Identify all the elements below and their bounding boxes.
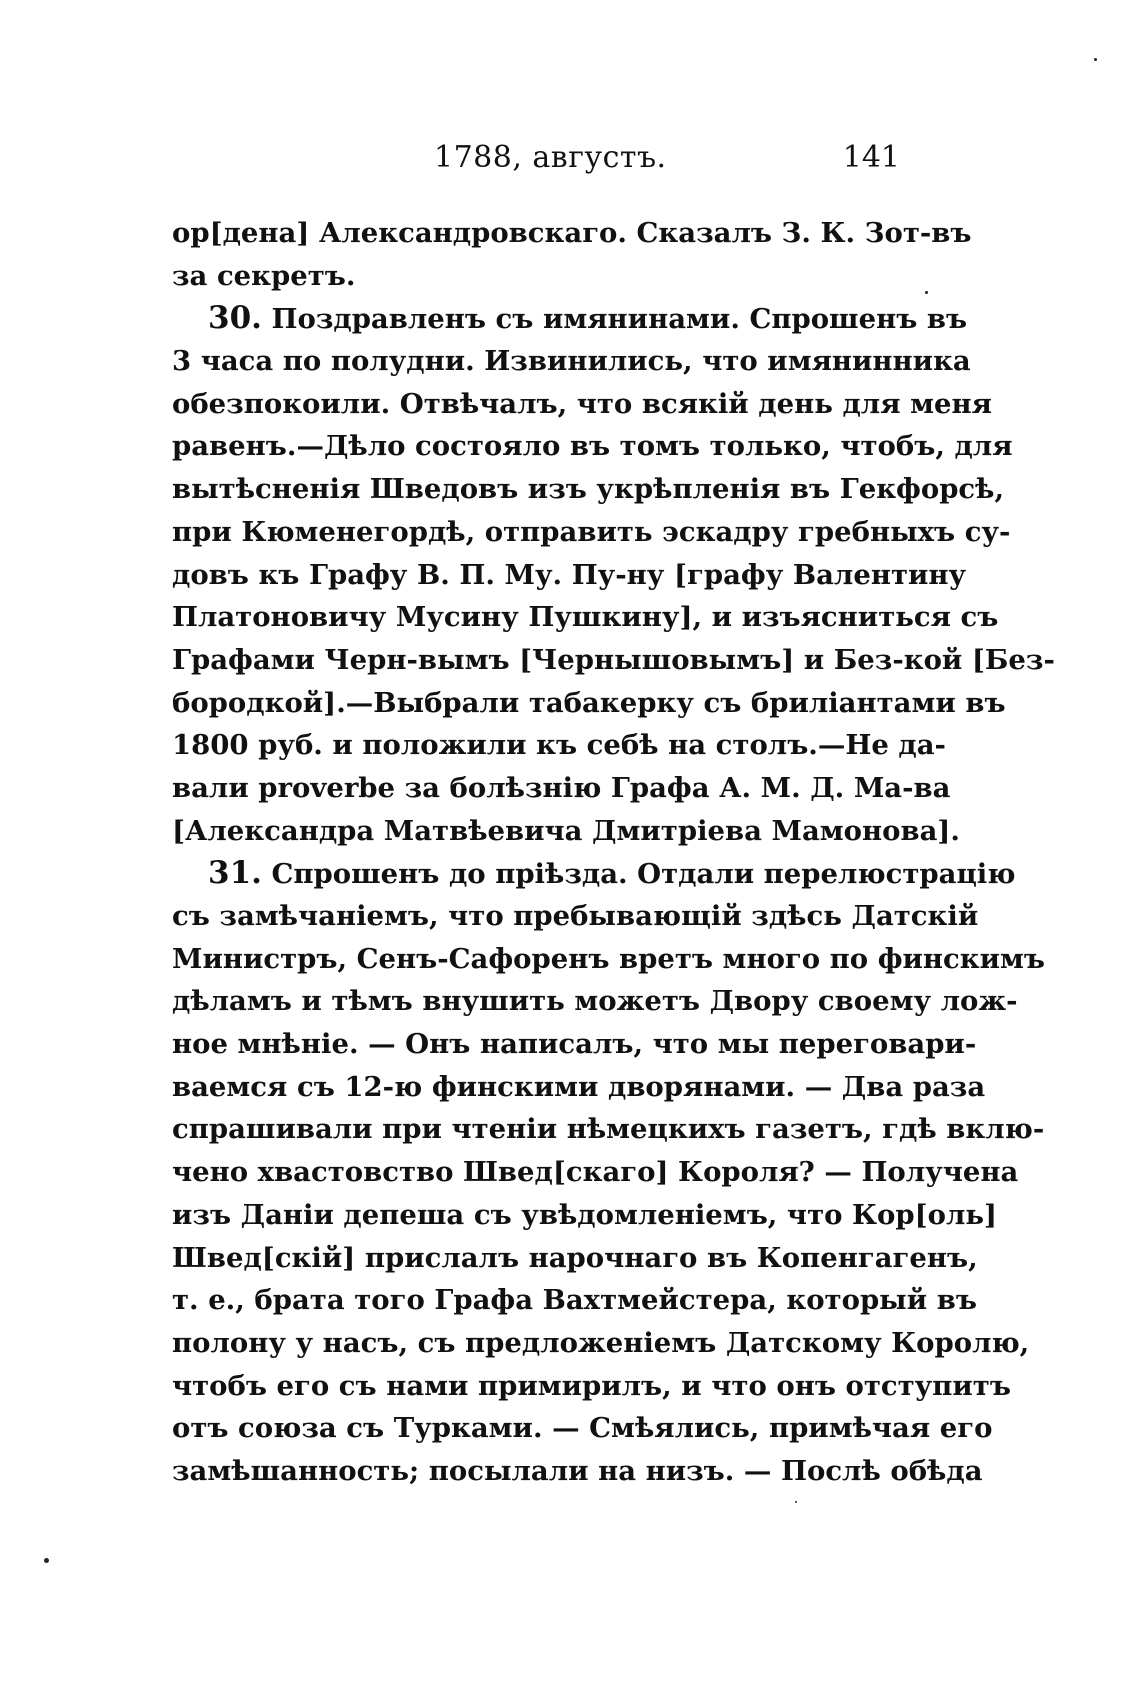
entry-first-line-text: Поздравленъ съ имянинами. Спрошенъ въ — [271, 303, 968, 336]
text-line: Платоновичу Мусину Пушкину], и изъясниться съ — [172, 601, 999, 634]
text-line: вали proverbe за болѣзнію Графа А. М. Д. Ма-ва — [172, 771, 951, 804]
entry-first-line-text: Спрошенъ до пріѣзда. Отдали перелюстрацію — [271, 858, 1016, 891]
text-line: равенъ.—Дѣло состояло въ томъ только, чтобъ, для — [172, 430, 1013, 463]
scan-speck — [795, 1501, 797, 1503]
text-line: [Александра Матвѣевича Дмитріева Мамонова]. — [172, 814, 960, 847]
running-title: 1788, августъ. — [434, 140, 667, 175]
text-line: за секретъ. — [172, 259, 356, 292]
text-line: Швед[скій] прислалъ нарочнаго въ Копенгагенъ, — [172, 1241, 978, 1274]
text-line: полону у насъ, съ предложеніемъ Датскому Королю, — [172, 1326, 1030, 1359]
text-line: замѣшанность; посылали на низъ. — Послѣ обѣда — [172, 1454, 983, 1487]
text-line: дѣламъ и тѣмъ внушить можетъ Двору своему лож- — [172, 985, 1018, 1018]
text-line: 3 часа по полудни. Извинились, что имянинника — [172, 345, 971, 378]
text-line: при Кюменегордѣ, отправить эскадру гребныхъ су- — [172, 515, 1011, 548]
entry-day-number: 30. — [208, 300, 262, 337]
text-line: т. е., брата того Графа Вахтмейстера, который въ — [172, 1284, 977, 1317]
text-line: довъ къ Графу В. П. Му. Пу-ну [графу Валентину — [172, 558, 967, 591]
text-line: съ замѣчаніемъ, что пребывающій здѣсь Датскій — [172, 900, 979, 932]
scan-speck — [44, 1558, 49, 1563]
text-line: отъ союза съ Турками. — Смѣялись, примѣчая его — [172, 1412, 993, 1445]
text-line: вытѣсненія Шведовъ изъ укрѣпленія въ Гекфорсѣ, — [172, 473, 1005, 506]
text-line: бородкой].—Выбрали табакерку съ бриліантами въ — [172, 686, 1006, 719]
body-text — [172, 212, 1055, 1493]
text-line: изъ Даніи депеша съ увѣдомленіемъ, что Кор[оль] — [172, 1198, 998, 1231]
text-line: ное мнѣніе. — Онъ написалъ, что мы переговари- — [172, 1028, 977, 1061]
scan-speck — [925, 291, 928, 294]
text-line: Графами Черн-вымъ [Чернышовымъ] и Без-кой [Без- — [172, 643, 1055, 676]
page-header — [170, 138, 900, 178]
page-number: 141 — [842, 140, 900, 175]
text-line: спрашивали при чтеніи нѣмецкихъ газетъ, гдѣ вклю- — [172, 1113, 1045, 1146]
text-line: ваемся съ 12-ю финскими дворянами. — Два раза — [172, 1070, 986, 1103]
entry-first-line — [172, 852, 1016, 895]
text-line: обезпокоили. Отвѣчалъ, что всякій день для меня — [172, 387, 992, 420]
text-line: 1800 руб. и положили къ себѣ на столъ.—Не да- — [172, 729, 946, 762]
text-line: ор[дена] Александровскаго. Сказалъ З. К. Зот-въ — [172, 217, 972, 249]
entry-first-line — [172, 297, 968, 340]
text-line: чтобъ его съ нами примирилъ, и что онъ отступитъ — [172, 1369, 1011, 1402]
scan-speck — [1094, 58, 1097, 61]
text-line: Министръ, Сенъ-Сафоренъ вретъ много по финскимъ — [172, 942, 1046, 975]
entry-day-number: 31. — [208, 855, 262, 892]
text-line: чено хвастовство Швед[скаго] Короля? — Получена — [172, 1156, 1019, 1189]
